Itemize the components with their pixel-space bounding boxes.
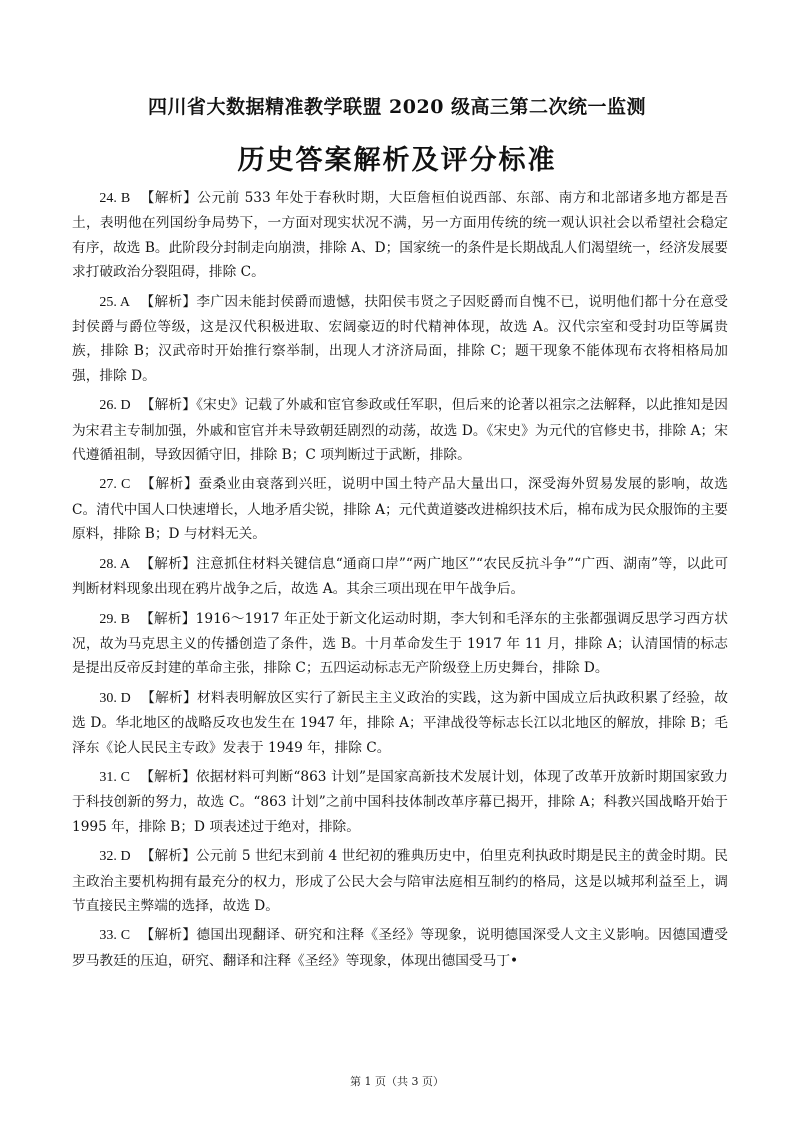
answer-item-28: [72, 552, 728, 602]
answer-item-30: [72, 686, 728, 760]
answer-item-27: [72, 472, 728, 546]
answer-text: 【解析】注意抓住材料关键信息“通商口岸”“两广地区”“农民反抗斗争”“广西、湖南”等，以此可判断材料现象出现在鸦片战争之后，故选 A。其余三项出现在甲午战争后。: [72, 555, 728, 598]
answer-text: 【解析】公元前 533 年处于春秋时期，大臣詹桓伯说西部、东部、南方和北部诸多地方都是吾土，表明他在列国纷争局势下，一方面对现实状况不满，另一方面用传统的统一观认识社会以希望社会稳定有序，故选 B。此阶段分封制走向崩溃，排除 A、D；国家统一的条件是长期战乱人们渴望统一，经济发展要求打破政治分裂阻碍，排除 C。: [72, 190, 728, 281]
answer-number: 29. B: [99, 611, 130, 627]
answer-item-33: [72, 923, 728, 973]
answer-text: 【解析】1916～1917 年正处于新文化运动时期，李大钊和毛泽东的主张都强调反思学习西方状况，故为马克思主义的传播创造了条件，选 B。十月革命发生于 1917 年 11 月，排除 A；认清国情的标志是提出反帝反封建的革命主张，排除 C；五四运动标志无产阶级登上历史舞台，排除 D。: [72, 610, 728, 677]
answer-text: 【解析】德国出现翻译、研究和注释《圣经》等现象，说明德国深受人文主义影响。因德国遭受罗马教廷的压迫，研究、翻译和注释《圣经》等现象，体现出德国受马丁•: [72, 927, 728, 969]
answer-text: 【解析】李广因未能封侯爵而遗憾，扶阳侯韦贤之子因贬爵而自愧不已，说明他们都十分在意受封侯爵与爵位等级，这是汉代积极进取、宏阔豪迈的时代精神体现，故选 A。汉代宗室和受封功臣等属贵族，排除 B；汉武帝时开始推行察举制，出现人才济济局面，排除 C；题干现象不能体现布衣将相格局加强，排除 D。: [72, 293, 728, 384]
answer-number: 33. C: [99, 928, 131, 944]
answer-number: 27. C: [99, 477, 131, 493]
page-number: 第 1 页（共 3 页）: [350, 1075, 444, 1088]
answer-number: 30. D: [99, 690, 131, 706]
answer-list: [72, 186, 728, 1046]
answer-item-26: [72, 393, 728, 467]
answer-number: 28. A: [99, 556, 131, 572]
answer-item-31: [72, 765, 728, 839]
answer-text: 【解析】依据材料可判断“863 计划”是国家高新技术发展计划，体现了改革开放新时期国家致力于科技创新的努力，故选 C。“863 计划”之前中国科技体制改革序幕已揭开，排除 A；科教兴国战略开始于 1995 年，排除 B；D 项表述过于绝对，排除。: [72, 768, 728, 835]
answer-item-32: [72, 844, 728, 918]
answer-text: 【解析】公元前 5 世纪末到前 4 世纪初的雅典历史中，伯里克利执政时期是民主的黄金时期。民主政治主要机构拥有最充分的权力，形成了公民大会与陪审法庭相互制约的格局，这是以城邦利益至上，调节直接民主弊端的选择，故选 D。: [72, 848, 728, 914]
exam-title: 四川省大数据精准教学联盟 2020 级高三第二次统一监测: [147, 96, 647, 118]
answer-number: 32. D: [99, 849, 131, 865]
answer-text: 【解析】材料表明解放区实行了新民主主义政治的实践，这为新中国成立后执政积累了经验，故选 D。华北地区的战略反攻也发生在 1947 年，排除 A；平津战役等标志长江以北地区的解放，排除 B；毛泽东《论人民民主专政》发表于 1949 年，排除 C。: [72, 689, 728, 756]
answer-number: 26. D: [99, 398, 131, 414]
answer-number: 25. A: [99, 294, 131, 310]
document-subtitle: 历史答案解析及评分标准: [237, 145, 557, 176]
answer-item-24: [72, 186, 728, 285]
answer-text: 【解析】《宋史》记载了外戚和宦官参政或任军职，但后来的论著以祖宗之法解释，以此推知是因为宋君主专制加强，外戚和宦官并未导致朝廷剧烈的动荡，故选 D。《宋史》为元代的官修史书，排除 A；宋代遵循祖制，导致因循守旧，排除 B；C 项判断过于武断，排除。: [72, 397, 728, 464]
answer-item-29: [72, 607, 728, 681]
answer-text: 【解析】蚕桑业由衰落到兴旺，说明中国土特产品大量出口，深受海外贸易发展的影响，故选 C。清代中国人口快速增长，人地矛盾尖锐，排除 A；元代黄道婆改进棉织技术后，棉布成为民众服饰的主要原料，排除 B；D 与材料无关。: [72, 476, 728, 543]
answer-number: 24. B: [99, 191, 131, 206]
answer-item-25: [72, 290, 728, 389]
answer-number: 31. C: [99, 769, 130, 785]
